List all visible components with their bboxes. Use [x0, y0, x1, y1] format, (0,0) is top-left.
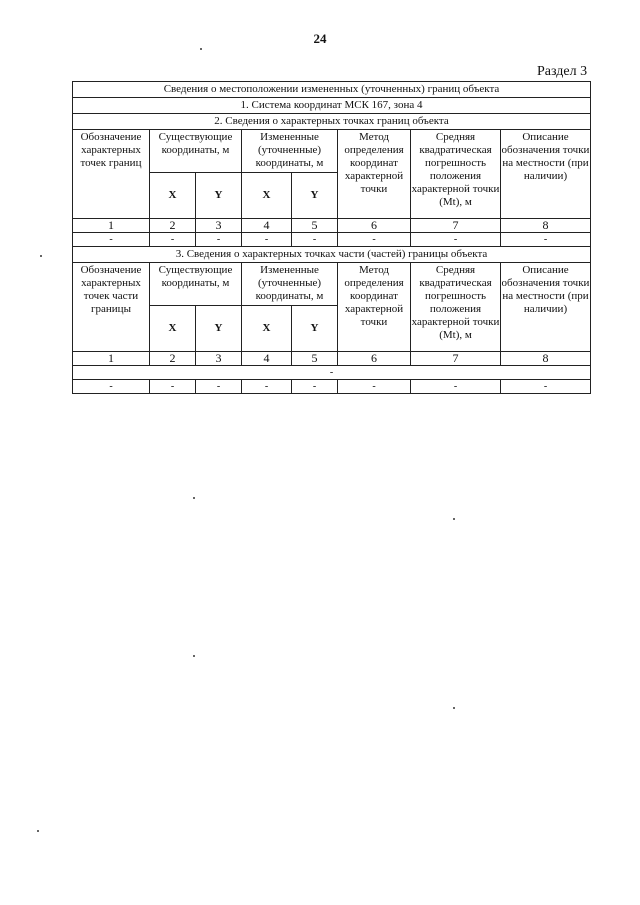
table-cell: -: [501, 380, 591, 394]
header-method: Метод определения координат характерной точки: [338, 263, 411, 352]
part-row: -: [73, 366, 591, 380]
scan-speck: [453, 707, 455, 709]
section2-title: 2. Сведения о характерных точках границ объекта: [73, 114, 591, 130]
column-number: 7: [411, 352, 501, 366]
table-title: Сведения о местоположении измененных (уточненных) границ объекта: [73, 82, 591, 98]
table-cell: -: [150, 233, 196, 247]
header-changed-y: Y: [292, 173, 338, 219]
column-number: 3: [196, 352, 242, 366]
header-existing-x: X: [150, 306, 196, 352]
header-description: Описание обозначения точки на местности (при наличии): [501, 263, 591, 352]
table-cell: -: [196, 233, 242, 247]
header-error: Средняя квадратическая погрешность положения характерной точки (Mt), м: [411, 263, 501, 352]
header-changed: Измененные (уточненные) координаты, м: [242, 263, 338, 306]
section3-title: 3. Сведения о характерных точках части (частей) границы объекта: [73, 247, 591, 263]
header-existing-y: Y: [196, 306, 242, 352]
scan-speck: [37, 830, 39, 832]
table-cell: -: [292, 380, 338, 394]
header-description: Описание обозначения точки на местности (при наличии): [501, 130, 591, 219]
column-number: 6: [338, 219, 411, 233]
table-cell: -: [338, 233, 411, 247]
table-cell: -: [338, 380, 411, 394]
coord-system: 1. Система координат МСК 167, зона 4: [73, 98, 591, 114]
table-cell: -: [73, 233, 150, 247]
scan-speck: [200, 48, 202, 50]
table-cell: -: [73, 380, 150, 394]
header-existing-x: X: [150, 173, 196, 219]
column-number: 6: [338, 352, 411, 366]
column-number: 2: [150, 219, 196, 233]
header-existing: Существующие координаты, м: [150, 130, 242, 173]
column-number: 8: [501, 219, 591, 233]
section-label: Раздел 3: [537, 64, 588, 79]
header-changed-y: Y: [292, 306, 338, 352]
header-error: Средняя квадратическая погрешность положения характерной точки (Mt), м: [411, 130, 501, 219]
column-number: 8: [501, 352, 591, 366]
header-designation: Обозначение характерных точек границ: [73, 130, 150, 219]
table-cell: -: [242, 233, 292, 247]
header-existing-y: Y: [196, 173, 242, 219]
header-method: Метод определения координат характерной точки: [338, 130, 411, 219]
header-changed: Измененные (уточненные) координаты, м: [242, 130, 338, 173]
column-number: 1: [73, 219, 150, 233]
column-number: 1: [73, 352, 150, 366]
column-number: 5: [292, 352, 338, 366]
table-cell: -: [501, 233, 591, 247]
column-number: 7: [411, 219, 501, 233]
header-designation: Обозначение характерных точек части границы: [73, 263, 150, 352]
column-number: 4: [242, 219, 292, 233]
scan-speck: [193, 497, 195, 499]
table-cell: -: [150, 380, 196, 394]
scan-speck: [40, 255, 42, 257]
header-changed-x: X: [242, 173, 292, 219]
column-number: 4: [242, 352, 292, 366]
table-cell: -: [292, 233, 338, 247]
column-number: 5: [292, 219, 338, 233]
column-number: 2: [150, 352, 196, 366]
scan-speck: [193, 655, 195, 657]
header-existing: Существующие координаты, м: [150, 263, 242, 306]
header-changed-x: X: [242, 306, 292, 352]
page-number: 24: [313, 31, 327, 46]
table-cell: -: [242, 380, 292, 394]
boundary-table: [72, 81, 591, 394]
table-cell: -: [411, 380, 501, 394]
table-cell: -: [196, 380, 242, 394]
scan-speck: [453, 518, 455, 520]
table-cell: -: [411, 233, 501, 247]
column-number: 3: [196, 219, 242, 233]
